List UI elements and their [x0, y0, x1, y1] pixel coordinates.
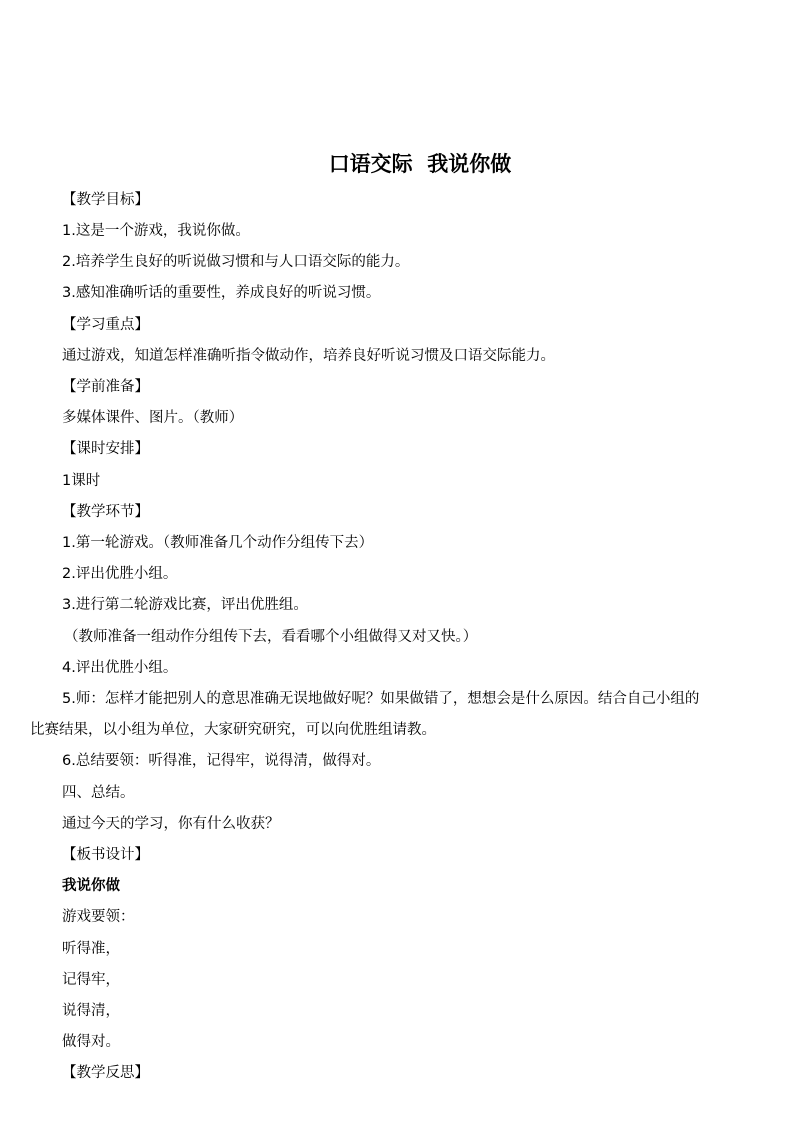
step-item-6: 6.总结要领：听得准，记得牢，说得清，做得对。	[62, 753, 381, 769]
document-title: 口语交际 我说你做	[328, 152, 512, 176]
step-item-3-note: （教师准备一组动作分组传下去，看看哪个小组做得又对又快。）	[64, 629, 478, 645]
board-item-3: 说得清，	[62, 1003, 120, 1019]
summary-text: 通过今天的学习，你有什么收获？	[62, 816, 280, 832]
goal-item-3: 3.感知准确听话的重要性，养成良好的听说习惯。	[62, 285, 381, 301]
board-item-2: 记得牢，	[62, 972, 120, 988]
step-item-5-line-1: 5.师：怎样才能把别人的意思准确无误地做好呢？如果做错了，想想会是什么原因。结合自己小组的	[62, 691, 700, 707]
steps-heading: 【教学环节】	[62, 504, 149, 520]
board-item-4: 做得对。	[62, 1034, 120, 1050]
goal-item-2: 2.培养学生良好的听说做习惯和与人口语交际的能力。	[62, 254, 410, 270]
board-title: 我说你做	[62, 878, 120, 894]
board-rule: 游戏要领：	[62, 909, 135, 925]
prep-heading: 【学前准备】	[62, 379, 149, 395]
reflect-heading: 【教学反思】	[62, 1065, 149, 1081]
goal-heading: 【教学目标】	[62, 192, 149, 208]
step-item-3: 3.进行第二轮游戏比赛，评出优胜组。	[62, 597, 308, 613]
board-item-1: 听得准，	[62, 941, 120, 957]
step-item-2: 2.评出优胜小组。	[62, 566, 178, 582]
step-item-4: 4.评出优胜小组。	[62, 660, 178, 676]
time-text: 1课时	[62, 473, 101, 489]
step-item-1: 1.第一轮游戏。（教师准备几个动作分组传下去）	[62, 535, 374, 551]
focus-heading: 【学习重点】	[62, 317, 149, 333]
focus-text: 通过游戏，知道怎样准确听指令做动作，培养良好听说习惯及口语交际能力。	[62, 348, 555, 364]
summary-heading: 四、总结。	[62, 785, 135, 801]
board-heading: 【板书设计】	[62, 847, 149, 863]
prep-text: 多媒体课件、图片。（教师）	[62, 410, 244, 426]
step-item-5-line-2: 比赛结果，以小组为单位，大家研究研究，可以向优胜组请教。	[30, 722, 436, 738]
time-heading: 【课时安排】	[62, 441, 149, 457]
goal-item-1: 1.这是一个游戏，我说你做。	[62, 223, 250, 239]
